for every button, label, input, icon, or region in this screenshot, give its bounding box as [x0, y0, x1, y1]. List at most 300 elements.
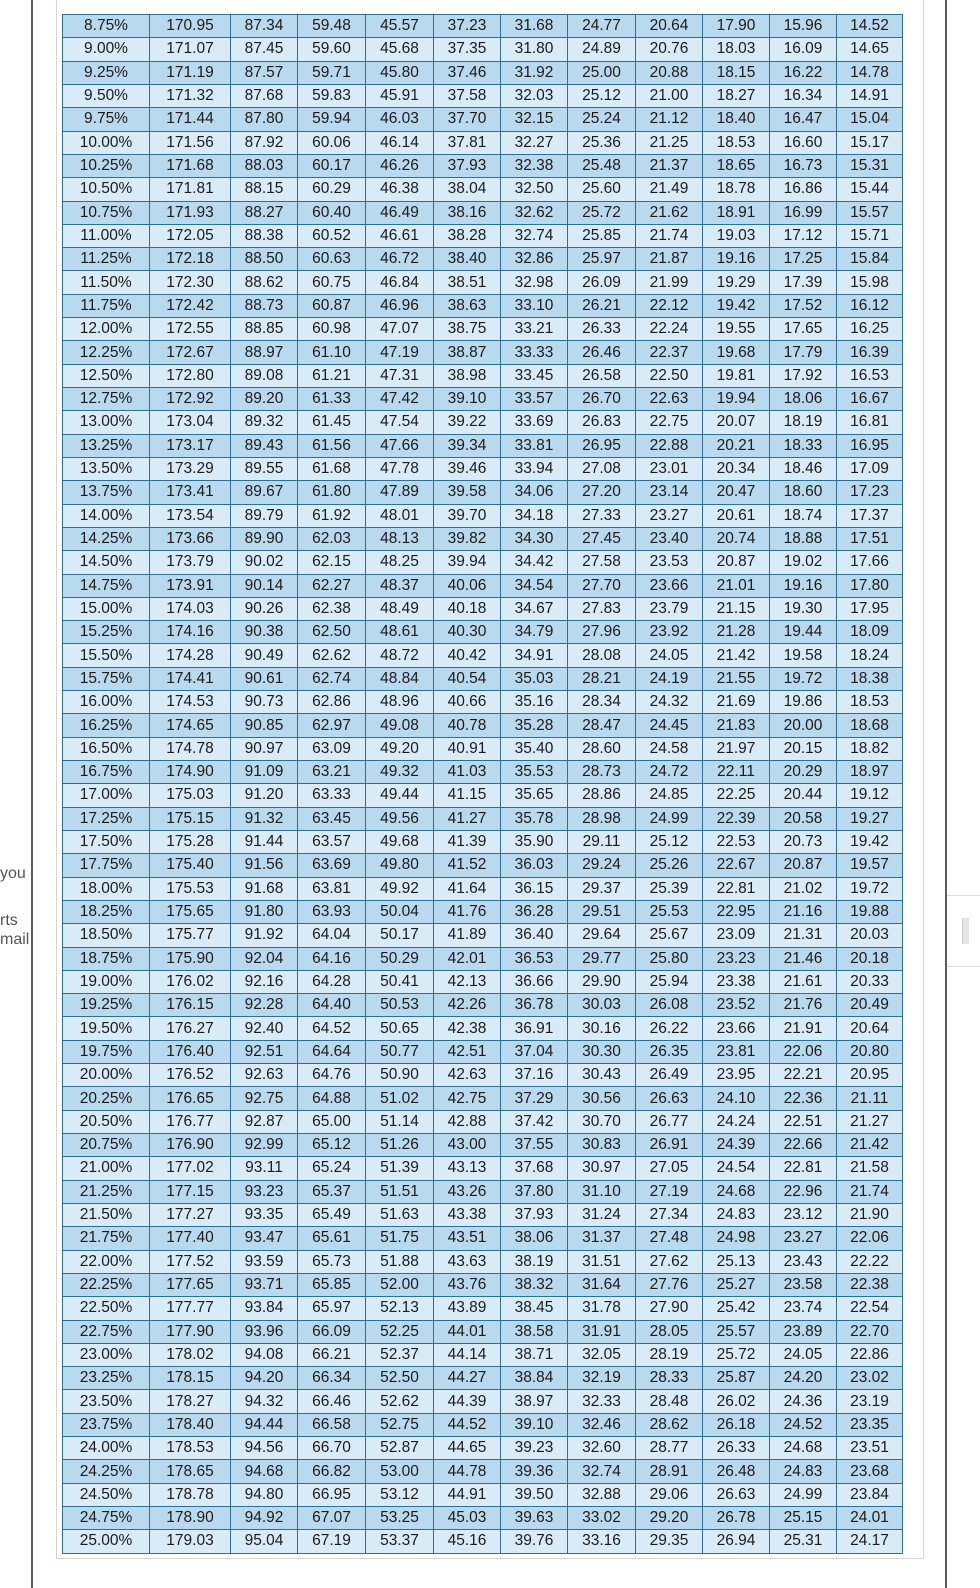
table-row: [63, 1203, 903, 1226]
value-cell: 171.68: [150, 154, 231, 177]
value-cell: 87.68: [231, 84, 298, 107]
value-cell: 177.02: [150, 1157, 231, 1180]
value-cell: 37.68: [501, 1157, 568, 1180]
value-cell: 23.09: [703, 924, 770, 947]
value-cell: 177.40: [150, 1227, 231, 1250]
value-cell: 15.17: [837, 131, 903, 154]
value-cell: 33.33: [501, 341, 568, 364]
value-cell: 20.61: [703, 504, 770, 527]
value-cell: 33.81: [501, 434, 568, 457]
value-cell: 26.78: [703, 1507, 770, 1530]
value-cell: 178.90: [150, 1507, 231, 1530]
value-cell: 17.09: [837, 457, 903, 480]
value-cell: 49.44: [366, 784, 434, 807]
value-cell: 40.42: [434, 644, 501, 667]
value-cell: 173.17: [150, 434, 231, 457]
value-cell: 22.51: [770, 1110, 837, 1133]
value-cell: 14.52: [837, 15, 903, 38]
table-row: [63, 784, 903, 807]
value-cell: 176.27: [150, 1017, 231, 1040]
value-cell: 23.79: [636, 597, 703, 620]
value-cell: 30.16: [568, 1017, 636, 1040]
value-cell: 62.62: [298, 644, 366, 667]
value-cell: 94.92: [231, 1507, 298, 1530]
value-cell: 29.24: [568, 854, 636, 877]
value-cell: 89.32: [231, 411, 298, 434]
value-cell: 17.52: [770, 294, 837, 317]
value-cell: 24.39: [703, 1134, 770, 1157]
value-cell: 48.25: [366, 551, 434, 574]
value-cell: 66.70: [298, 1437, 366, 1460]
value-cell: 49.20: [366, 737, 434, 760]
table-row: [63, 1087, 903, 1110]
table-row: [63, 131, 903, 154]
value-cell: 43.51: [434, 1227, 501, 1250]
value-cell: 51.88: [366, 1250, 434, 1273]
value-cell: 91.92: [231, 924, 298, 947]
value-cell: 175.90: [150, 947, 231, 970]
value-cell: 21.97: [703, 737, 770, 760]
value-cell: 19.12: [837, 784, 903, 807]
value-cell: 62.86: [298, 691, 366, 714]
rate-cell: 20.75%: [63, 1134, 150, 1157]
value-cell: 32.98: [501, 271, 568, 294]
table-row: [63, 830, 903, 853]
value-cell: 178.27: [150, 1390, 231, 1413]
value-cell: 52.87: [366, 1437, 434, 1460]
value-cell: 46.26: [366, 154, 434, 177]
value-cell: 176.02: [150, 970, 231, 993]
value-cell: 30.70: [568, 1110, 636, 1133]
rate-cell: 16.00%: [63, 691, 150, 714]
rate-cell: 21.75%: [63, 1227, 150, 1250]
value-cell: 40.06: [434, 574, 501, 597]
value-cell: 38.58: [501, 1320, 568, 1343]
value-cell: 29.51: [568, 900, 636, 923]
value-cell: 29.77: [568, 947, 636, 970]
value-cell: 24.05: [770, 1343, 837, 1366]
value-cell: 37.16: [501, 1064, 568, 1087]
value-cell: 26.02: [703, 1390, 770, 1413]
value-cell: 26.63: [636, 1087, 703, 1110]
value-cell: 42.63: [434, 1064, 501, 1087]
value-cell: 44.14: [434, 1343, 501, 1366]
value-cell: 50.17: [366, 924, 434, 947]
viewer-frame-right-edge: [945, 0, 947, 1588]
value-cell: 15.96: [770, 15, 837, 38]
value-cell: 19.30: [770, 597, 837, 620]
value-cell: 27.45: [568, 527, 636, 550]
value-cell: 21.91: [770, 1017, 837, 1040]
value-cell: 31.80: [501, 38, 568, 61]
rate-cell: 15.75%: [63, 667, 150, 690]
value-cell: 60.06: [298, 131, 366, 154]
value-cell: 22.06: [837, 1227, 903, 1250]
value-cell: 25.42: [703, 1297, 770, 1320]
value-cell: 60.63: [298, 248, 366, 271]
value-cell: 88.73: [231, 294, 298, 317]
value-cell: 173.66: [150, 527, 231, 550]
rate-cell: 20.00%: [63, 1064, 150, 1087]
value-cell: 23.19: [837, 1390, 903, 1413]
value-cell: 63.81: [298, 877, 366, 900]
value-cell: 19.03: [703, 224, 770, 247]
value-cell: 38.98: [434, 364, 501, 387]
value-cell: 28.98: [568, 807, 636, 830]
rate-cell: 15.50%: [63, 644, 150, 667]
background-scroll-handle[interactable]: [962, 918, 969, 944]
value-cell: 62.27: [298, 574, 366, 597]
value-cell: 16.53: [837, 364, 903, 387]
value-cell: 45.16: [434, 1530, 501, 1553]
value-cell: 38.51: [434, 271, 501, 294]
value-cell: 61.33: [298, 388, 366, 411]
rate-cell: 23.25%: [63, 1367, 150, 1390]
value-cell: 21.76: [770, 994, 837, 1017]
table-row: [63, 1367, 903, 1390]
value-cell: 20.64: [636, 15, 703, 38]
value-cell: 93.84: [231, 1297, 298, 1320]
rate-cell: 11.50%: [63, 271, 150, 294]
rate-cell: 13.75%: [63, 481, 150, 504]
value-cell: 176.77: [150, 1110, 231, 1133]
rate-cell: 16.25%: [63, 714, 150, 737]
value-cell: 19.72: [770, 667, 837, 690]
value-cell: 60.40: [298, 201, 366, 224]
value-cell: 38.71: [501, 1343, 568, 1366]
value-cell: 39.36: [501, 1460, 568, 1483]
value-cell: 40.30: [434, 621, 501, 644]
value-cell: 171.44: [150, 108, 231, 131]
value-cell: 63.45: [298, 807, 366, 830]
rate-cell: 14.00%: [63, 504, 150, 527]
value-cell: 27.70: [568, 574, 636, 597]
value-cell: 32.05: [568, 1343, 636, 1366]
value-cell: 24.83: [703, 1203, 770, 1226]
value-cell: 30.03: [568, 994, 636, 1017]
viewer-frame-left-edge: [31, 0, 33, 1588]
value-cell: 25.53: [636, 900, 703, 923]
value-cell: 37.23: [434, 15, 501, 38]
value-cell: 40.91: [434, 737, 501, 760]
value-cell: 67.07: [298, 1507, 366, 1530]
rate-cell: 9.50%: [63, 84, 150, 107]
value-cell: 18.09: [837, 621, 903, 644]
value-cell: 94.44: [231, 1413, 298, 1436]
table-row: [63, 178, 903, 201]
value-cell: 35.53: [501, 761, 568, 784]
value-cell: 28.62: [636, 1413, 703, 1436]
value-cell: 15.04: [837, 108, 903, 131]
value-cell: 23.58: [770, 1273, 837, 1296]
value-cell: 44.65: [434, 1437, 501, 1460]
value-cell: 25.00: [568, 61, 636, 84]
value-cell: 26.21: [568, 294, 636, 317]
rate-cell: 13.50%: [63, 457, 150, 480]
value-cell: 27.58: [568, 551, 636, 574]
value-cell: 38.06: [501, 1227, 568, 1250]
value-cell: 39.46: [434, 457, 501, 480]
rate-cell: 9.75%: [63, 108, 150, 131]
value-cell: 24.68: [703, 1180, 770, 1203]
value-cell: 19.68: [703, 341, 770, 364]
value-cell: 32.60: [568, 1437, 636, 1460]
rate-factor-table: [62, 14, 903, 1554]
value-cell: 18.60: [770, 481, 837, 504]
value-cell: 22.25: [703, 784, 770, 807]
value-cell: 18.68: [837, 714, 903, 737]
value-cell: 66.09: [298, 1320, 366, 1343]
value-cell: 24.17: [837, 1530, 903, 1553]
value-cell: 23.12: [770, 1203, 837, 1226]
rate-table-container: [62, 14, 902, 1554]
table-row: [63, 761, 903, 784]
value-cell: 16.86: [770, 178, 837, 201]
value-cell: 23.52: [703, 994, 770, 1017]
value-cell: 50.29: [366, 947, 434, 970]
table-row: [63, 1064, 903, 1087]
value-cell: 17.90: [703, 15, 770, 38]
value-cell: 28.60: [568, 737, 636, 760]
value-cell: 21.83: [703, 714, 770, 737]
value-cell: 66.34: [298, 1367, 366, 1390]
value-cell: 38.87: [434, 341, 501, 364]
value-cell: 23.66: [703, 1017, 770, 1040]
table-row: [63, 1320, 903, 1343]
value-cell: 16.25: [837, 318, 903, 341]
table-row: [63, 737, 903, 760]
table-row: [63, 154, 903, 177]
value-cell: 48.84: [366, 667, 434, 690]
value-cell: 21.28: [703, 621, 770, 644]
value-cell: 36.91: [501, 1017, 568, 1040]
value-cell: 29.90: [568, 970, 636, 993]
value-cell: 19.81: [703, 364, 770, 387]
value-cell: 66.82: [298, 1460, 366, 1483]
value-cell: 175.53: [150, 877, 231, 900]
value-cell: 64.76: [298, 1064, 366, 1087]
value-cell: 175.40: [150, 854, 231, 877]
value-cell: 28.91: [636, 1460, 703, 1483]
value-cell: 27.83: [568, 597, 636, 620]
value-cell: 67.19: [298, 1530, 366, 1553]
value-cell: 62.15: [298, 551, 366, 574]
value-cell: 21.12: [636, 108, 703, 131]
value-cell: 39.34: [434, 434, 501, 457]
value-cell: 19.55: [703, 318, 770, 341]
value-cell: 41.27: [434, 807, 501, 830]
value-cell: 16.95: [837, 434, 903, 457]
value-cell: 90.14: [231, 574, 298, 597]
value-cell: 92.40: [231, 1017, 298, 1040]
table-row: [63, 248, 903, 271]
value-cell: 18.65: [703, 154, 770, 177]
value-cell: 48.01: [366, 504, 434, 527]
value-cell: 25.15: [770, 1507, 837, 1530]
value-cell: 65.24: [298, 1157, 366, 1180]
value-cell: 30.56: [568, 1087, 636, 1110]
value-cell: 19.29: [703, 271, 770, 294]
rate-cell: 23.50%: [63, 1390, 150, 1413]
value-cell: 66.58: [298, 1413, 366, 1436]
value-cell: 52.62: [366, 1390, 434, 1413]
value-cell: 39.10: [501, 1413, 568, 1436]
value-cell: 23.89: [770, 1320, 837, 1343]
value-cell: 89.79: [231, 504, 298, 527]
value-cell: 22.24: [636, 318, 703, 341]
value-cell: 20.73: [770, 830, 837, 853]
value-cell: 20.49: [837, 994, 903, 1017]
value-cell: 17.51: [837, 527, 903, 550]
value-cell: 49.92: [366, 877, 434, 900]
value-cell: 25.26: [636, 854, 703, 877]
value-cell: 175.28: [150, 830, 231, 853]
value-cell: 88.97: [231, 341, 298, 364]
value-cell: 25.60: [568, 178, 636, 201]
value-cell: 25.94: [636, 970, 703, 993]
value-cell: 33.10: [501, 294, 568, 317]
value-cell: 90.97: [231, 737, 298, 760]
value-cell: 48.37: [366, 574, 434, 597]
value-cell: 49.68: [366, 830, 434, 853]
value-cell: 22.11: [703, 761, 770, 784]
value-cell: 36.28: [501, 900, 568, 923]
value-cell: 22.50: [636, 364, 703, 387]
value-cell: 34.54: [501, 574, 568, 597]
value-cell: 38.40: [434, 248, 501, 271]
rate-cell: 9.00%: [63, 38, 150, 61]
value-cell: 93.47: [231, 1227, 298, 1250]
value-cell: 21.99: [636, 271, 703, 294]
value-cell: 24.77: [568, 15, 636, 38]
value-cell: 39.94: [434, 551, 501, 574]
value-cell: 90.49: [231, 644, 298, 667]
rate-cell: 19.25%: [63, 994, 150, 1017]
value-cell: 18.97: [837, 761, 903, 784]
value-cell: 20.03: [837, 924, 903, 947]
value-cell: 170.95: [150, 15, 231, 38]
value-cell: 91.32: [231, 807, 298, 830]
value-cell: 37.04: [501, 1040, 568, 1063]
value-cell: 39.50: [501, 1483, 568, 1506]
value-cell: 20.87: [703, 551, 770, 574]
value-cell: 15.71: [837, 224, 903, 247]
value-cell: 23.51: [837, 1437, 903, 1460]
value-cell: 32.33: [568, 1390, 636, 1413]
value-cell: 23.53: [636, 551, 703, 574]
value-cell: 30.30: [568, 1040, 636, 1063]
value-cell: 38.32: [501, 1273, 568, 1296]
value-cell: 37.55: [501, 1134, 568, 1157]
rate-cell: 24.50%: [63, 1483, 150, 1506]
value-cell: 28.48: [636, 1390, 703, 1413]
value-cell: 89.67: [231, 481, 298, 504]
value-cell: 92.75: [231, 1087, 298, 1110]
value-cell: 26.58: [568, 364, 636, 387]
value-cell: 27.19: [636, 1180, 703, 1203]
value-cell: 59.94: [298, 108, 366, 131]
table-row: [63, 294, 903, 317]
value-cell: 21.61: [770, 970, 837, 993]
value-cell: 90.38: [231, 621, 298, 644]
value-cell: 25.27: [703, 1273, 770, 1296]
value-cell: 25.31: [770, 1530, 837, 1553]
value-cell: 61.10: [298, 341, 366, 364]
value-cell: 21.00: [636, 84, 703, 107]
value-cell: 47.31: [366, 364, 434, 387]
value-cell: 42.88: [434, 1110, 501, 1133]
value-cell: 177.77: [150, 1297, 231, 1320]
value-cell: 172.67: [150, 341, 231, 364]
value-cell: 20.47: [703, 481, 770, 504]
value-cell: 32.74: [568, 1460, 636, 1483]
value-cell: 37.46: [434, 61, 501, 84]
value-cell: 61.45: [298, 411, 366, 434]
value-cell: 47.54: [366, 411, 434, 434]
table-row: [63, 224, 903, 247]
value-cell: 44.52: [434, 1413, 501, 1436]
value-cell: 41.64: [434, 877, 501, 900]
value-cell: 88.62: [231, 271, 298, 294]
value-cell: 33.21: [501, 318, 568, 341]
value-cell: 176.15: [150, 994, 231, 1017]
value-cell: 171.93: [150, 201, 231, 224]
table-row: [63, 877, 903, 900]
value-cell: 53.25: [366, 1507, 434, 1530]
table-row: [63, 551, 903, 574]
value-cell: 173.04: [150, 411, 231, 434]
value-cell: 38.63: [434, 294, 501, 317]
value-cell: 64.28: [298, 970, 366, 993]
value-cell: 20.87: [770, 854, 837, 877]
value-cell: 37.35: [434, 38, 501, 61]
value-cell: 19.44: [770, 621, 837, 644]
value-cell: 26.18: [703, 1413, 770, 1436]
value-cell: 17.79: [770, 341, 837, 364]
table-row: [63, 1437, 903, 1460]
value-cell: 23.35: [837, 1413, 903, 1436]
value-cell: 40.54: [434, 667, 501, 690]
rate-cell: 18.25%: [63, 900, 150, 923]
value-cell: 26.08: [636, 994, 703, 1017]
value-cell: 60.87: [298, 294, 366, 317]
value-cell: 61.68: [298, 457, 366, 480]
value-cell: 59.60: [298, 38, 366, 61]
value-cell: 20.44: [770, 784, 837, 807]
rate-cell: 25.00%: [63, 1530, 150, 1553]
value-cell: 52.75: [366, 1413, 434, 1436]
rate-cell: 17.25%: [63, 807, 150, 830]
value-cell: 38.28: [434, 224, 501, 247]
value-cell: 21.01: [703, 574, 770, 597]
value-cell: 174.90: [150, 761, 231, 784]
table-row: [63, 388, 903, 411]
value-cell: 35.28: [501, 714, 568, 737]
value-cell: 20.33: [837, 970, 903, 993]
value-cell: 43.76: [434, 1273, 501, 1296]
value-cell: 18.53: [837, 691, 903, 714]
value-cell: 32.88: [568, 1483, 636, 1506]
value-cell: 18.88: [770, 527, 837, 550]
value-cell: 46.49: [366, 201, 434, 224]
value-cell: 92.28: [231, 994, 298, 1017]
rate-cell: 12.25%: [63, 341, 150, 364]
value-cell: 31.92: [501, 61, 568, 84]
rate-cell: 23.75%: [63, 1413, 150, 1436]
value-cell: 172.18: [150, 248, 231, 271]
value-cell: 31.10: [568, 1180, 636, 1203]
value-cell: 22.96: [770, 1180, 837, 1203]
